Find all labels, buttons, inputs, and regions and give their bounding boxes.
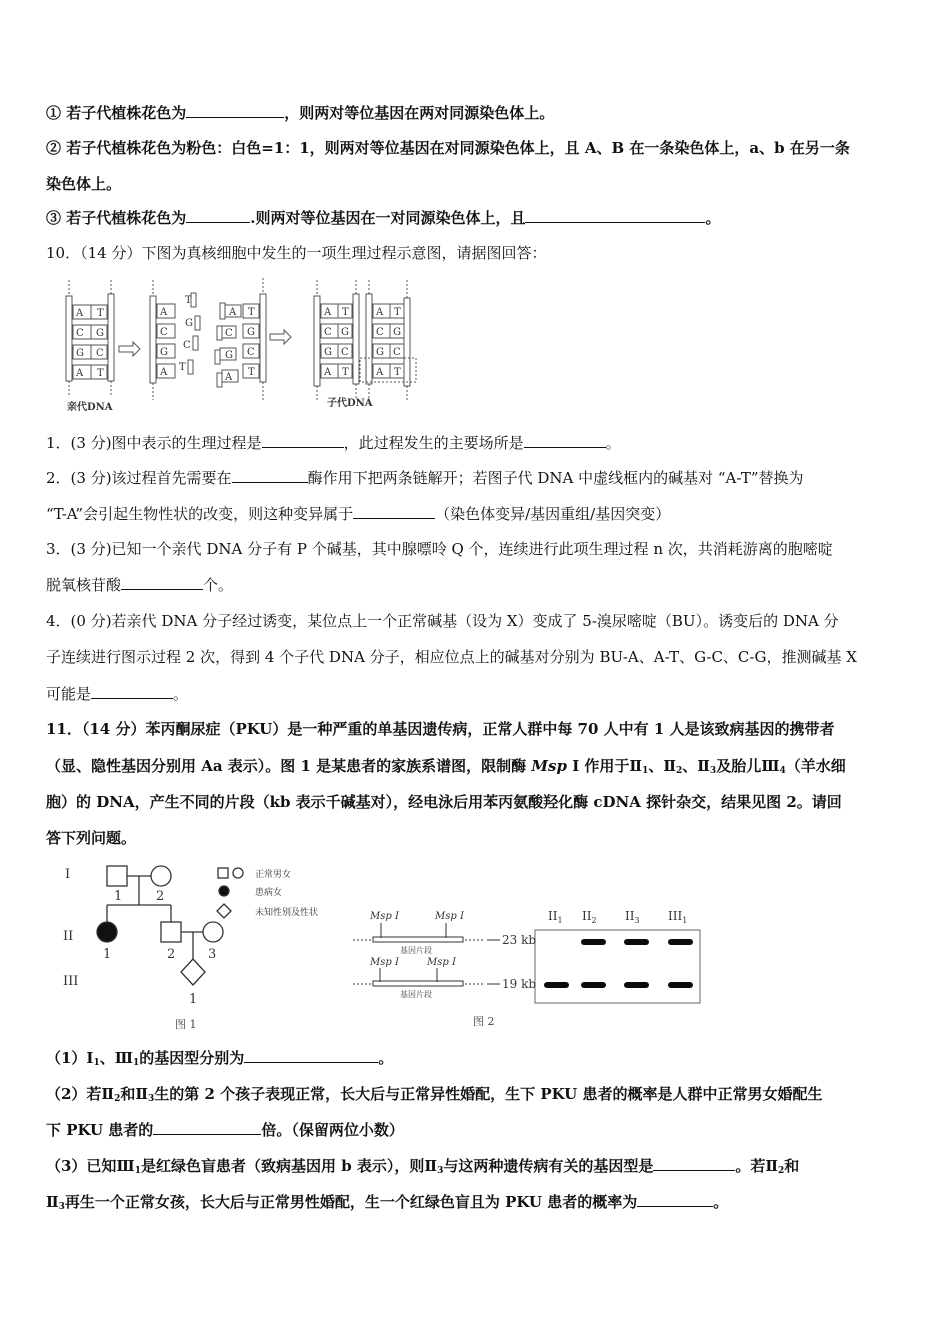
svg-text:A: A	[376, 367, 384, 378]
svg-text:G: G	[393, 327, 401, 338]
svg-text:T: T	[342, 367, 349, 378]
q11-line4: 答下列问题。	[46, 829, 137, 847]
svg-text:G: G	[225, 350, 233, 361]
q11-part2-line2: 下 PKU 患者的 倍。（保留两位小数）	[46, 1121, 404, 1139]
svg-text:患病女: 患病女	[255, 888, 283, 898]
answer-blank[interactable]	[653, 1156, 735, 1171]
q9-item1: ① 若子代植株花色为 ，则两对等位基因在两对同源染色体上。	[46, 104, 555, 122]
svg-text:G: G	[247, 327, 255, 338]
svg-text:T: T	[394, 307, 401, 318]
svg-text:正常男女: 正常男女	[255, 870, 292, 880]
q11-part3-line2: $Ⅱ_3$再生一个正常女孩，长大后与正常男性婚配，生一个红绿色盲且为 PKU 患者的概率为 。	[46, 1193, 729, 1212]
q11-line2: （显、隐性基因分别用 Aa 表示）。图 1 是某患者的家族系谱图，限制酶 Msp I 作用于$Ⅱ_1$、$Ⅱ_2$、$Ⅱ_3$及胎儿$Ⅲ_4$（羊水细	[46, 757, 846, 776]
svg-text:G: G	[324, 347, 332, 358]
q9-item2-line2: 染色体上。	[46, 175, 122, 193]
svg-text:G: G	[185, 318, 193, 329]
answer-blank[interactable]	[637, 1192, 713, 1207]
answer-blank[interactable]	[525, 208, 705, 223]
answer-blank[interactable]	[186, 103, 284, 118]
q9-item3: ③ 若子代植株花色为 .则两对等位基因在一对同源染色体上，且 。	[46, 209, 721, 227]
q11-part2-line1: （2）若$Ⅱ_2$和$Ⅱ_3$生的第 2 个孩子表现正常，长大后与正常异性婚配，生下 PKU 患者的概率是人群中正常男女婚配生	[46, 1085, 823, 1104]
svg-text:T: T	[248, 367, 255, 378]
svg-text:Msp I: Msp I	[370, 911, 399, 922]
svg-text:II3: $II_3$	[625, 909, 640, 925]
q10-sub3-line2: 脱氧核苷酸 个。	[46, 576, 234, 594]
svg-text:T: T	[342, 307, 349, 318]
q11-line3: 胞）的 DNA，产生不同的片段（kb 表示千碱基对），经电泳后用苯丙氨酸羟化酶 cDNA 探针杂交，结果见图 2。请回	[46, 793, 842, 811]
svg-text:C: C	[393, 347, 401, 358]
svg-text:T: T	[185, 295, 192, 306]
svg-text:G: G	[160, 347, 168, 358]
svg-text:T: T	[248, 307, 255, 318]
q11-part1: $(1)I_1$、$Ⅲ_1$的基因型分别为 。	[46, 1049, 394, 1068]
svg-text:II: II	[63, 929, 74, 944]
svg-text:G: G	[376, 347, 384, 358]
q10-sub4-line1: 4．(0 分)若亲代 DNA 分子经过诱变，某位点上一个正常碱基（设为 X）变成了 5-溴尿嘧啶（BU）。诱变后的 DNA 分	[46, 612, 839, 630]
svg-text:2: 2	[167, 947, 176, 962]
svg-text:C: C	[225, 328, 233, 339]
svg-text:T: T	[394, 367, 401, 378]
answer-blank[interactable]	[524, 433, 606, 448]
svg-text:Msp I: Msp I	[370, 957, 399, 968]
svg-text:C: C	[341, 347, 349, 358]
svg-text:G: G	[76, 348, 84, 359]
q10-header: 10．（14 分）下图为真核细胞中发生的一项生理过程示意图，请据图回答：	[46, 244, 547, 262]
svg-text:T: T	[179, 362, 186, 373]
svg-text:1: 1	[189, 992, 198, 1007]
svg-text:C: C	[183, 340, 191, 351]
answer-blank[interactable]	[153, 1120, 261, 1135]
svg-text:1: 1	[114, 889, 123, 904]
svg-text:II1: $II_1$	[548, 909, 563, 925]
svg-text:C: C	[247, 347, 255, 358]
answer-blank[interactable]	[232, 468, 308, 483]
svg-text:C: C	[96, 348, 104, 359]
svg-text:C: C	[376, 327, 384, 338]
svg-text:2: 2	[156, 889, 165, 904]
svg-text:基因片段: 基因片段	[400, 946, 432, 955]
q10-sub4-line3: 可能是 。	[46, 685, 189, 703]
svg-text:I: I	[65, 867, 71, 882]
pedigree-figure	[55, 860, 345, 1035]
svg-text:C: C	[76, 328, 84, 339]
answer-blank[interactable]	[353, 504, 435, 519]
answer-blank[interactable]	[91, 684, 173, 699]
svg-text:A: A	[324, 307, 332, 318]
svg-text:III: III	[63, 974, 79, 989]
q10-sub3-line1: 3．(3 分)已知一个亲代 DNA 分子有 P 个碱基，其中腺嘌呤 Q 个，连续进行此项生理过程 n 次，共消耗游离的胞嘧啶	[46, 540, 833, 558]
q9-item2-line1: ② 若子代植株花色为粉色：白色=1：1，则两对等位基因在对同源染色体上，且 A、B 在一条染色体上，a、b 在另一条	[46, 139, 850, 157]
dna-replication-figure	[55, 278, 445, 413]
svg-text:II2: $II_2$	[582, 909, 597, 925]
answer-blank[interactable]	[262, 433, 344, 448]
svg-text:Msp I: Msp I	[427, 957, 456, 968]
q11-line1: 11．（14 分）苯丙酮尿症（PKU）是一种严重的单基因遗传病，正常人群中每 70 人中有 1 人是该致病基因的携带者	[46, 720, 835, 738]
svg-text:19 kb: 19 kb	[502, 977, 537, 991]
svg-text:III1: $III_1$	[668, 909, 688, 925]
svg-text:23 kb: 23 kb	[502, 933, 537, 947]
fig1-caption: 图 1	[175, 1018, 197, 1031]
svg-text:T: T	[97, 368, 104, 379]
svg-text:A: A	[376, 307, 384, 318]
svg-text:G: G	[341, 327, 349, 338]
svg-text:A: A	[76, 368, 84, 379]
q10-sub4-line2: 子连续进行图示过程 2 次，得到 4 个子代 DNA 分子，相应位点上的碱基对分别为 BU-A、A-T、G-C、C-G，推测碱基 X	[46, 648, 857, 666]
q10-sub2-line2: “T-A”会引起生物性状的改变，则这种变异属于 （染色体变异/基因重组/基因突变）	[46, 505, 671, 523]
svg-text:1: 1	[103, 947, 112, 962]
svg-text:A: A	[160, 367, 168, 378]
svg-text:A: A	[76, 308, 84, 319]
answer-blank[interactable]	[244, 1048, 378, 1063]
svg-text:基因片段: 基因片段	[400, 990, 432, 999]
answer-blank[interactable]	[121, 575, 203, 590]
svg-text:C: C	[160, 327, 168, 338]
svg-text:G: G	[96, 328, 104, 339]
q10-sub2-line1: 2．(3 分)该过程首先需要在 酶作用下把两条链解开；若图子代 DNA 中虚线框内的碱基对 “A-T”替换为	[46, 469, 804, 487]
svg-text:3: 3	[208, 947, 217, 962]
svg-text:C: C	[324, 327, 332, 338]
answer-blank[interactable]	[186, 208, 250, 223]
electrophoresis-figure	[345, 895, 725, 1035]
q10-sub1: 1．(3 分)图中表示的生理过程是 ，此过程发生的主要场所是 。	[46, 434, 621, 452]
svg-text:A: A	[225, 372, 233, 383]
parent-dna-label: 亲代DNA	[67, 402, 113, 413]
svg-text:A: A	[324, 367, 332, 378]
child-dna-label: 子代DNA	[327, 398, 373, 409]
fig2-caption: 图 2	[473, 1015, 495, 1028]
svg-text:未知性别及性状: 未知性别及性状	[255, 908, 319, 918]
svg-text:T: T	[97, 308, 104, 319]
svg-text:A: A	[160, 307, 168, 318]
svg-text:A: A	[229, 307, 237, 318]
q11-part3-line1: （3）已知$Ⅲ_1$是红绿色盲患者（致病基因用 b 表示），则$Ⅱ_3$与这两种遗传病有关的基因型是 。若$Ⅱ_2$和	[46, 1157, 800, 1176]
svg-text:Msp I: Msp I	[435, 911, 464, 922]
